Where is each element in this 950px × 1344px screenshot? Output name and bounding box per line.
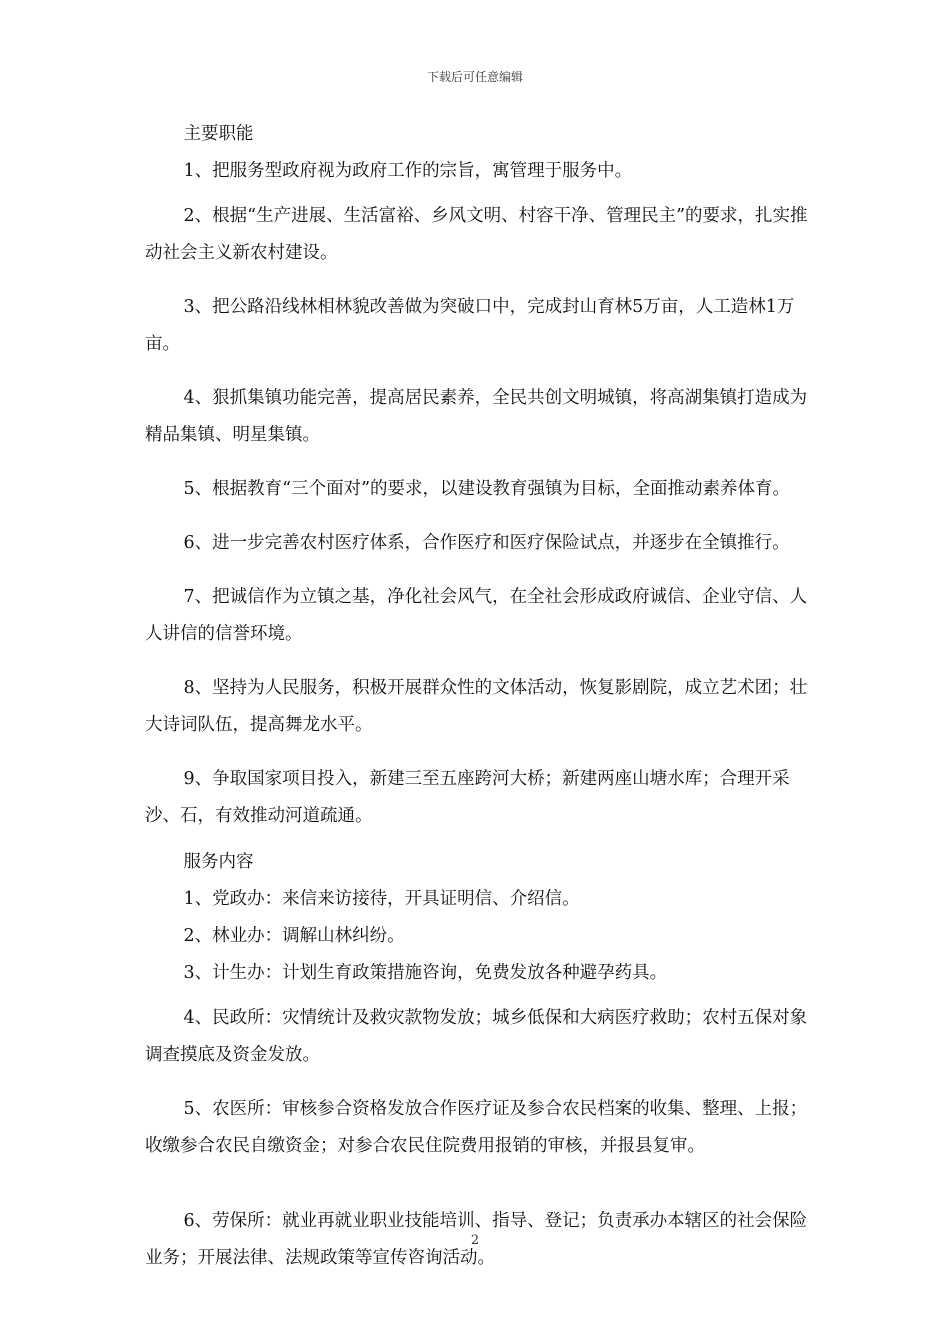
list-item: 9、争取国家项目投入，新建三至五座跨河大桥；新建两座山塘水库；合理开采沙、石，有效推动河道疏通。 xyxy=(145,769,790,826)
list-item: 7、把诚信作为立镇之基，净化社会风气，在全社会形成政府诚信、企业守信、人人讲信的信誉环境。 xyxy=(145,587,808,644)
page-number: 2 xyxy=(470,1233,480,1248)
list-item: 6、劳保所：就业再就业职业技能培训、指导、登记；负责承办本辖区的社会保险业务；开展法律、法规政策等宣传咨询活动。 xyxy=(145,1211,808,1268)
section-title-main-functions: 主要职能 xyxy=(183,124,254,144)
section-title-service-content: 服务内容 xyxy=(183,852,254,872)
document-body xyxy=(145,124,815,1294)
list-item: 4、民政所：灾情统计及救灾款物发放；城乡低保和大病医疗救助；农村五保对象调查摸底及资金发放。 xyxy=(145,1008,808,1065)
list-item: 5、根据教育“三个面对”的要求，以建设教育强镇为目标，全面推动素养体育。 xyxy=(183,479,791,499)
page-header: 下载后可任意编辑 xyxy=(426,70,523,84)
list-item: 2、林业办：调解山林纠纷。 xyxy=(183,926,405,946)
list-item: 6、进一步完善农村医疗体系，合作医疗和医疗保险试点，并逐步在全镇推行。 xyxy=(183,533,790,553)
list-item: 5、农医所：审核参合资格发放合作医疗证及参合农民档案的收集、整理、上报；收缴参合农民自缴资金；对参合农民住院费用报销的审核，并报县复审。 xyxy=(145,1099,808,1156)
list-item: 1、党政办：来信来访接待，开具证明信、介绍信。 xyxy=(183,889,580,909)
list-item: 3、计生办：计划生育政策措施咨询，免费发放各种避孕药具。 xyxy=(183,963,668,983)
list-item: 3、把公路沿线林相林貌改善做为突破口中，完成封山育林5万亩，人工造林1万亩。 xyxy=(145,297,795,354)
list-item: 4、狠抓集镇功能完善，提高居民素养，全民共创文明城镇，将高湖集镇打造成为精品集镇、明星集镇。 xyxy=(145,388,808,445)
list-item: 8、坚持为人民服务，积极开展群众性的文体活动，恢复影剧院，成立艺术团；壮大诗词队伍，提高舞龙水平。 xyxy=(145,678,808,735)
list-item: 1、把服务型政府视为政府工作的宗旨，寓管理于服务中。 xyxy=(183,161,633,181)
list-item: 2、根据“生产进展、生活富裕、乡风文明、村容干净、管理民主”的要求，扎实推动社会主义新农村建设。 xyxy=(145,206,808,263)
